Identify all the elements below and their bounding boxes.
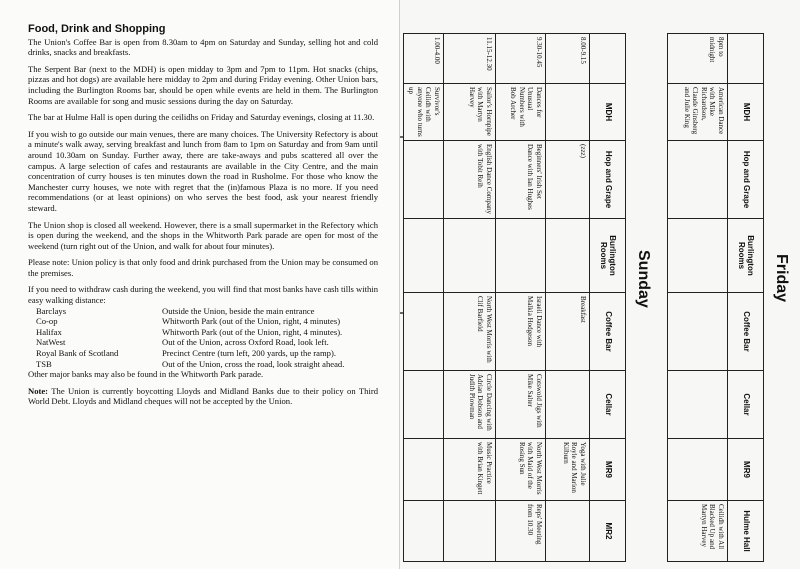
event-cell: Sailor's Hornpipe with Martyn Harvey <box>444 84 496 141</box>
event-cell <box>546 84 590 141</box>
friday-header-cell: MR9 <box>728 439 764 501</box>
event-cell: Cotswold Jigs with Mike Salter <box>496 371 546 439</box>
sunday-header-row <box>590 34 626 562</box>
bank-row <box>36 327 378 338</box>
event-cell <box>404 219 444 293</box>
bank-location: Out of the Union, across Oxford Road, look left. <box>162 337 329 348</box>
friday-header-cell: Coffee Bar <box>728 293 764 371</box>
event-cell: Dances for Unusual Numbers with Bob Archer <box>496 84 546 141</box>
event-cell: Survivor's Ceilidh with anyone who turns up <box>404 84 444 141</box>
food-drink-section <box>28 24 378 413</box>
table-row <box>404 34 444 562</box>
coffee-bar-paragraph: The Union's Coffee Bar is open from 8.30am to 4pm on Saturday and Sunday, selling hot and cold drinks, snacks and breakfasts. <box>28 36 378 58</box>
bank-row <box>36 348 378 359</box>
friday-header-cell: Hop and Grape <box>728 141 764 219</box>
event-cell: Israeli Dance with Malkia Hodgeson <box>496 293 546 371</box>
section-heading: Food, Drink and Shopping <box>28 23 166 35</box>
event-cell <box>546 371 590 439</box>
table-row <box>496 34 546 562</box>
friday-header-cell: MDH <box>728 84 764 141</box>
time-cell: 8pm to midnight <box>668 34 728 84</box>
bank-location: Out of the Union, cross the road, look straight ahead. <box>162 358 345 369</box>
bank-location: Whitworth Park (out of the Union, right, 4 minutes). <box>162 326 343 337</box>
note-paragraph <box>28 386 378 407</box>
sunday-header-cell: Burlington Rooms <box>590 219 626 293</box>
event-cell <box>404 439 444 501</box>
bank-location: Outside the Union, beside the main entrance <box>162 305 315 316</box>
sunday-header-cell: Cellar <box>590 371 626 439</box>
event-cell: (zzz) <box>546 141 590 219</box>
friday-header-cell: Cellar <box>728 371 764 439</box>
event-cell: Beginners' Irish Set Dance with Ian Hughes <box>496 141 546 219</box>
table-row <box>546 34 590 562</box>
event-cell: Music Practice with Brian Kingett <box>444 439 496 501</box>
bank-name: Co-op <box>36 316 58 327</box>
friday-header-row <box>728 34 764 562</box>
table-row <box>668 34 728 562</box>
event-cell <box>404 141 444 219</box>
cash-paragraph: If you need to withdraw cash during the weekend, you will find that most banks have cash tills within easy walking distance: <box>28 284 378 306</box>
table-row <box>444 34 496 562</box>
event-cell: North West Morris with Clif Barfield <box>444 293 496 371</box>
event-cell: Ceilidh with All Blacked Up and Martyn Harvey <box>668 501 728 562</box>
sunday-header-cell: Coffee Bar <box>590 293 626 371</box>
bank-row <box>36 316 378 327</box>
event-cell <box>668 141 728 219</box>
time-cell: 8.00-9.15 <box>546 34 590 84</box>
event-cell <box>404 293 444 371</box>
event-cell <box>668 219 728 293</box>
time-cell: 1.00-4.00 <box>404 34 444 84</box>
hulme-hall-bar-paragraph: The bar at Hulme Hall is open during the ceilidhs on Friday and Saturday evenings, closing at 11.30. <box>28 112 375 123</box>
event-cell: English Dance Company with Tobit Reih <box>444 141 496 219</box>
event-cell: North West Morris with Maid of the Rosing Sun <box>496 439 546 501</box>
friday-header-cell: Hulme Hall <box>728 501 764 562</box>
event-cell <box>668 439 728 501</box>
bank-row <box>36 337 378 348</box>
sunday-header-cell: Hop and Grape <box>590 141 626 219</box>
event-cell <box>546 219 590 293</box>
friday-title: Friday <box>773 254 790 303</box>
bank-name: Barclays <box>36 305 67 316</box>
bank-list <box>36 306 378 370</box>
event-cell <box>668 293 728 371</box>
event-cell <box>546 501 590 562</box>
event-cell <box>444 219 496 293</box>
bank-name: Royal Bank of Scotland <box>36 348 119 359</box>
bank-name: NatWest <box>36 337 66 348</box>
event-cell <box>404 501 444 562</box>
sunday-header-cell: MR9 <box>590 439 626 501</box>
other-banks-paragraph: Other major banks may also be found in the Whitworth Park parade. <box>28 369 264 380</box>
event-cell: Reps' Meeting from 10.30 <box>496 501 546 562</box>
serpent-bar-paragraph: The Serpent Bar (next to the MDH) is open midday to 3pm and 7pm to 11pm. Hot snacks (chips, pizzas and hot dogs) are available here midday to 2pm and during Friday evening. Other Union bars, including the Burlington Rooms bar, should be open while events are held in them. The Burlington Rooms are available for song and music sessions during the day on Saturday. <box>28 63 378 106</box>
event-cell: Breakfast <box>546 293 590 371</box>
bank-location: Precinct Centre (turn left, 200 yards, up the ramp). <box>162 348 336 359</box>
event-cell <box>668 371 728 439</box>
time-cell: 11.15-12.30 <box>444 34 496 84</box>
bank-row <box>36 359 378 370</box>
time-cell: 9.30-10.45 <box>496 34 546 84</box>
timetable-rotated <box>400 0 800 569</box>
sunday-header-cell: MDH <box>590 84 626 141</box>
friday-header-cell: Burlington Rooms <box>728 219 764 293</box>
sunday-title: Sunday <box>635 250 652 308</box>
event-cell: Circle Dancing with Adrian Dobson and Judith Plowman <box>444 371 496 439</box>
note-text: The Union is currently boycotting Lloyds and Midland Banks due to their policy on Third World Debt. Lloyds and Midland cheques will not be accepted by the Union. <box>28 385 378 407</box>
union-policy-paragraph: Please note: Union policy is that only food and drink purchased from the Union may be consumed on the premises. <box>28 257 378 278</box>
bank-name: Halifax <box>36 326 62 337</box>
note-label: Note: <box>28 385 49 396</box>
event-cell: American Dance with Mike Richardson, Claude Ginsberg and Julie King <box>668 84 728 141</box>
event-cell <box>404 371 444 439</box>
bank-row <box>36 306 378 317</box>
sunday-header-cell <box>590 34 626 84</box>
event-cell <box>496 219 546 293</box>
sunday-header-cell: MR2 <box>590 501 626 562</box>
union-shop-paragraph: The Union shop is closed all weekend. However, there is a small supermarket in the Refectory which is open during the weekend, and the shops in the Whitworth Park parade are open for most of the weekend (turn right out of the Union, and walk for about four minutes). <box>28 219 378 251</box>
bank-name: TSB <box>36 358 52 369</box>
friday-header-cell <box>728 34 764 84</box>
friday-table <box>667 33 764 562</box>
event-cell: Yoga with Julie Royle and Marion Kilburn <box>546 439 590 501</box>
outside-venues-paragraph: If you wish to go outside our main venues, there are many choices. The University Refectory is about a minute's walk away, serving breakfast and lunch from 8am to 1pm on Saturday and from 9am until around 10.30am on Sunday. Further away, there are take-aways and pubs scattered all over the campus. A large selection of cafes and restaurants are available in the City Centre, and the main concentration of curry houses is ten minutes down the road in Rusholme. For those who know the Manchester curry houses, we note with regret that the (in)famous Plaza is no more. If you need recommendations (or at least opinions) on who serves the best food, ask your nearest friendly steward. <box>28 128 378 213</box>
sunday-table <box>403 33 626 562</box>
event-cell <box>444 501 496 562</box>
bank-location: Whitworth Park (out of the Union, right, 4 minutes) <box>162 316 341 327</box>
